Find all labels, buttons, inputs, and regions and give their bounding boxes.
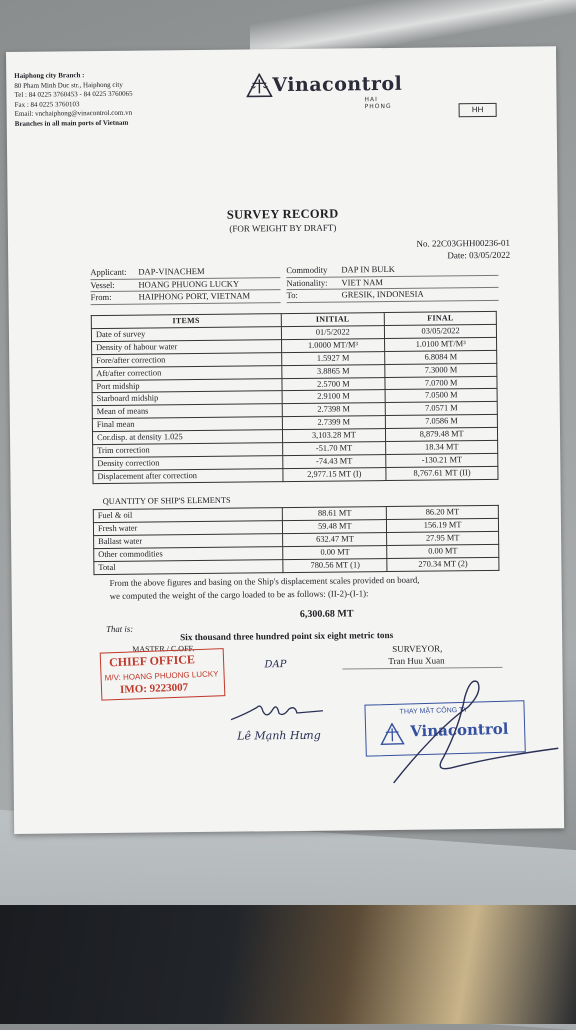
- row-final: 7.3000 M: [385, 363, 497, 377]
- to-value: GRESIK, INDONESIA: [342, 289, 424, 300]
- row-item: Port midship: [92, 378, 282, 393]
- master-signature: [227, 699, 327, 726]
- row-final: 1.0100 MT/M³: [385, 337, 497, 351]
- doc-date: Date: 03/05/2022: [417, 249, 511, 262]
- branch-header: Haiphong city Branch :: [14, 71, 132, 82]
- qty-final: 156.19 MT: [387, 518, 499, 532]
- qty-initial: 59.48 MT: [283, 519, 387, 533]
- nationality-value: VIET NAM: [341, 277, 383, 287]
- scales-icon: [246, 73, 272, 97]
- blue-stamp-line-2: Vinacontrol: [410, 720, 509, 741]
- row-initial: 1.5927 M: [281, 351, 385, 365]
- branch-tel: Tel : 84 0225 3760453 - 84 0225 3760065: [14, 90, 132, 101]
- qty-initial: 632.47 MT: [283, 532, 387, 546]
- surveyor-name: Tran Huu Xuan: [388, 655, 444, 666]
- header-items: ITEMS: [91, 314, 281, 329]
- surveyor-signature: [372, 666, 563, 788]
- row-item: Final mean: [92, 417, 282, 432]
- row-initial: 2,977.15 MT (I): [282, 467, 386, 481]
- computation-paragraph: [110, 574, 420, 603]
- vinacontrol-logo: [246, 72, 402, 98]
- document-number: [416, 237, 510, 262]
- info-right: [286, 263, 498, 303]
- row-initial: -51.70 MT: [282, 442, 386, 456]
- row-final: 7.0500 M: [385, 389, 497, 403]
- chief-office-stamp: [100, 648, 226, 701]
- floor-background: [0, 905, 576, 1024]
- row-initial: 3,103.28 MT: [282, 429, 386, 443]
- qty-initial: 780.56 MT (1): [283, 558, 387, 572]
- to-label: To:: [287, 289, 342, 301]
- row-item: Mean of means: [92, 404, 282, 419]
- vessel-value: HOANG PHUONG LUCKY: [138, 278, 239, 289]
- row-item: Cor.disp. at density 1.025: [92, 430, 282, 445]
- row-final: -130.21 MT: [386, 453, 498, 467]
- row-initial: 01/5/2022: [281, 325, 385, 339]
- row-item: Displacement after correction: [93, 469, 283, 484]
- row-item: Trim correction: [93, 443, 283, 458]
- vessel-label: Vessel:: [90, 279, 138, 291]
- branch-ports: Branches in all main ports of Vietnam: [15, 118, 133, 129]
- row-final: 7.0586 M: [386, 415, 498, 429]
- row-item: Density of habour water: [92, 339, 282, 354]
- qty-item: Fuel & oil: [93, 508, 283, 523]
- surveyor-label: SURVEYOR,: [392, 643, 442, 654]
- qty-item: Ballast water: [94, 533, 284, 548]
- from-label: From:: [91, 292, 139, 304]
- stamp-line-1: CHIEF OFFICE: [109, 652, 195, 670]
- qty-final: 0.00 MT: [387, 544, 499, 558]
- logo-sub: HAI PHONG: [364, 96, 402, 110]
- row-initial: 2.7398 M: [282, 403, 386, 417]
- document-code-box: HH: [459, 103, 497, 117]
- row-item: Fore/after correction: [92, 352, 282, 367]
- qty-item: Other commodities: [94, 546, 284, 561]
- qty-initial: 88.61 MT: [283, 507, 387, 521]
- row-final: 03/05/2022: [385, 324, 497, 338]
- blue-stamp-line-1: THAY MẶT CÔNG TY: [400, 707, 468, 716]
- qty-item: Fresh water: [93, 521, 283, 536]
- row-initial: 1.0000 MT/M³: [281, 338, 385, 352]
- master-label: MASTER / C.OFF.: [132, 644, 194, 654]
- qty-initial: 0.00 MT: [283, 545, 387, 559]
- paragraph-line-2: we computed the weight of the cargo loaded to be as follows: (II-2)-(I-1):: [110, 587, 420, 603]
- row-final: 7.0700 M: [385, 376, 497, 390]
- logo-text: Vinacontrol: [272, 73, 402, 96]
- cargo-total: 6,300.68 MT: [300, 608, 354, 620]
- commodity-value: DAP IN BULK: [341, 264, 395, 275]
- paragraph-line-1: From the above figures and basing on the Ship's displacement scales provided on board,: [110, 574, 420, 590]
- dap-note: DAP: [264, 659, 286, 670]
- from-value: HAIPHONG PORT, VIETNAM: [139, 290, 251, 301]
- doc-no: No. 22C03GHH00236-01: [416, 237, 510, 250]
- document-subtitle: (FOR WEIGHT BY DRAFT): [8, 220, 558, 236]
- commodity-label: Commodity: [286, 265, 341, 277]
- row-initial: 2.9100 M: [282, 390, 386, 404]
- row-item: Starboard midship: [92, 391, 282, 406]
- survey-table: [91, 311, 499, 484]
- qty-final: 27.95 MT: [387, 531, 499, 545]
- survey-document: [6, 46, 564, 834]
- qty-final: 270.34 MT (2): [387, 557, 499, 571]
- row-item: Date of survey: [91, 327, 281, 342]
- row-final: 8,767.61 MT (II): [386, 466, 498, 480]
- row-final: 7.0571 M: [385, 402, 497, 416]
- row-initial: -74.43 MT: [282, 455, 386, 469]
- branch-address: 80 Pham Minh Duc str., Haiphong city: [14, 80, 132, 91]
- applicant-label: Applicant:: [90, 267, 138, 279]
- row-item: Density correction: [93, 456, 283, 471]
- branch-info: [14, 71, 133, 129]
- qty-final: 86.20 MT: [387, 505, 499, 519]
- row-item: Aft/after correction: [92, 365, 282, 380]
- stamp-line-2: M/V: HOANG PHUONG LUCKY: [104, 669, 218, 682]
- nationality-label: Nationality:: [286, 277, 341, 289]
- that-is-label: That is:: [106, 623, 133, 636]
- header-initial: INITIAL: [281, 313, 385, 327]
- stamp-line-3: IMO: 9223007: [120, 681, 189, 695]
- row-final: 6.8084 M: [385, 350, 497, 364]
- info-left: [90, 265, 280, 304]
- row-initial: 2.7399 M: [282, 416, 386, 430]
- quantity-table: [93, 505, 500, 575]
- total-in-words: Six thousand three hundred point six eight metric tons: [180, 630, 393, 642]
- signer-name: Lê Mạnh Hưng: [237, 729, 321, 743]
- quantity-title: QUANTITY OF SHIP'S ELEMENTS: [103, 496, 231, 506]
- branch-email: Email: vnchaiphong@vinacontrol.com.vn: [15, 109, 133, 120]
- applicant-value: DAP-VINACHEM: [138, 266, 204, 277]
- row-initial: 3.8865 M: [281, 364, 385, 378]
- row-final: 18.34 MT: [386, 440, 498, 454]
- branch-fax: Fax : 84 0225 3760103: [15, 99, 133, 110]
- row-initial: 2.5700 M: [281, 377, 385, 391]
- header-final: FINAL: [384, 311, 496, 325]
- document-title: SURVEY RECORD: [8, 204, 558, 225]
- row-final: 8,879.48 MT: [386, 428, 498, 442]
- qty-item: Total: [94, 559, 284, 574]
